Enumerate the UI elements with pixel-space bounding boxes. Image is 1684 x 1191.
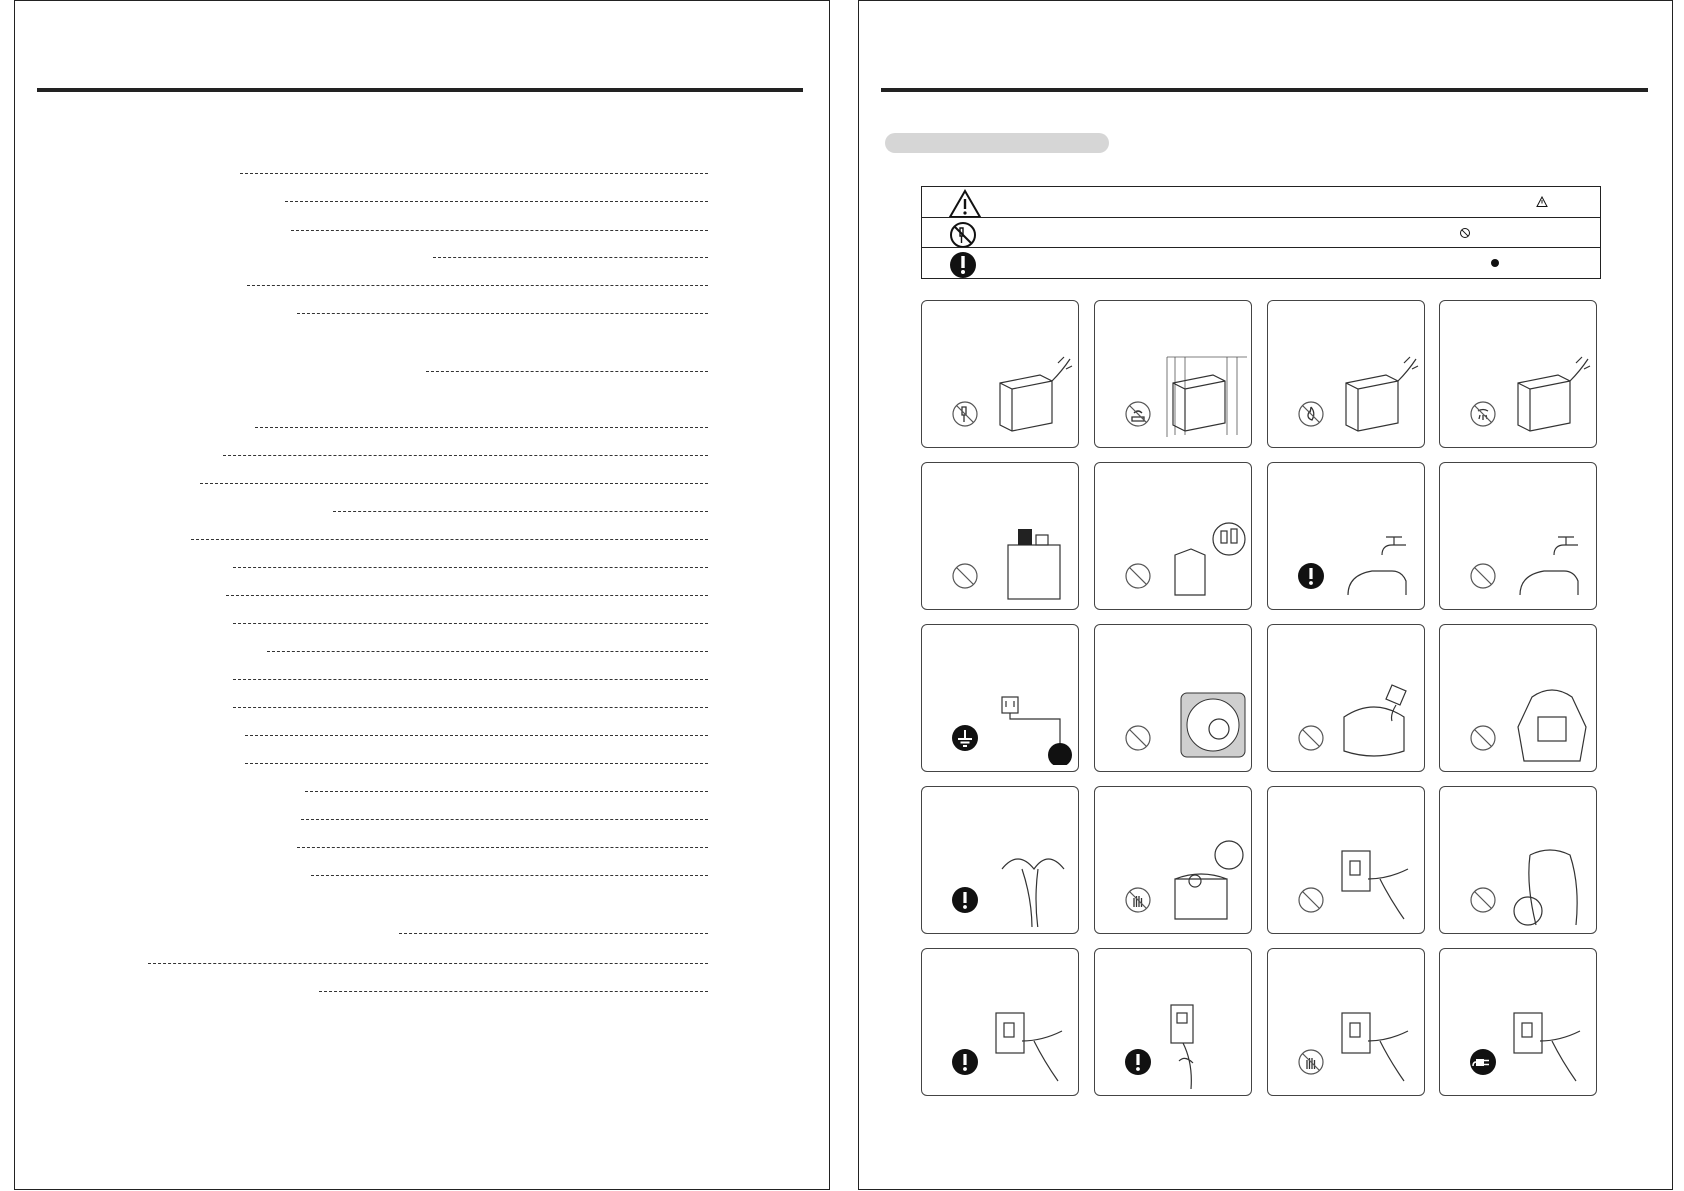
- no-touch-icon: [1123, 885, 1153, 915]
- pulling-cord-illustration: [1510, 839, 1594, 927]
- prohibition-icon: [1468, 561, 1498, 591]
- wet-hand-plug-illustration: [1338, 1001, 1422, 1089]
- toc-leader-line: [297, 313, 708, 314]
- mandatory-icon: [1123, 1047, 1153, 1077]
- small-filled-circle-icon: [1489, 257, 1501, 269]
- safety-card: [1439, 300, 1597, 448]
- toc-leader-line: [233, 707, 708, 708]
- toc-leader-line: [191, 539, 708, 540]
- toc-leader-line: [233, 623, 708, 624]
- toc-leader-line: [311, 875, 708, 876]
- damaged-plug-illustration: [1338, 839, 1422, 927]
- safety-card: [1439, 624, 1597, 772]
- no-wet-hands-icon: [1296, 1047, 1326, 1077]
- toc-leader-line: [233, 679, 708, 680]
- safety-card: [1094, 624, 1252, 772]
- safety-card: [1094, 300, 1252, 448]
- toc-leader-line: [267, 651, 708, 652]
- toc-leader-line: [333, 511, 708, 512]
- toc-leader-line: [285, 201, 708, 202]
- toc-leader-line: [223, 455, 708, 456]
- toc-leader-line: [245, 763, 708, 764]
- hands-checking-clothes-illustration: [992, 839, 1076, 927]
- prohibited-disassembly-icon: [948, 220, 978, 250]
- safety-card: [1094, 786, 1252, 934]
- toc-leader-line: [433, 257, 708, 258]
- washer-with-cord-illustration: [992, 353, 1076, 441]
- symbol-legend-table: [921, 186, 1601, 279]
- prohibition-icon: [1123, 723, 1153, 753]
- plug-insert-illustration: [992, 1001, 1076, 1089]
- no-fire-icon: [1296, 399, 1326, 429]
- toc-leader-line: [247, 285, 708, 286]
- safety-card: [1439, 462, 1597, 610]
- toc-leader-line: [426, 371, 708, 372]
- unplug-outlet-illustration: [1510, 1001, 1594, 1089]
- flammable-clothes-illustration: [1165, 515, 1249, 603]
- toc-leader-line: [291, 230, 708, 231]
- washer-with-sparks-illustration: [1338, 353, 1422, 441]
- small-triangle-icon: [1536, 196, 1548, 208]
- warning-triangle-icon: [948, 189, 982, 219]
- safety-card: [1267, 300, 1425, 448]
- safety-card: [921, 300, 1079, 448]
- water-faucet-illustration: [1338, 515, 1422, 603]
- waterproof-jacket-illustration: [1510, 677, 1594, 765]
- right-page: [858, 0, 1673, 1190]
- prohibition-icon: [1296, 885, 1326, 915]
- safety-card: [921, 462, 1079, 610]
- safety-card: [1267, 624, 1425, 772]
- toc-leader-line: [233, 567, 708, 568]
- objects-on-washer-illustration: [992, 515, 1076, 603]
- ground-outlet-illustration: [992, 677, 1076, 765]
- unplug-icon: [1468, 1047, 1498, 1077]
- section-title-highlight: [885, 133, 1109, 153]
- header-rule: [37, 88, 803, 92]
- washer-in-bathroom-illustration: [1165, 353, 1249, 441]
- safety-card: [1267, 948, 1425, 1096]
- toc-leader-line: [148, 963, 708, 964]
- toc-leader-line: [301, 819, 708, 820]
- prohibition-icon: [1296, 723, 1326, 753]
- toc-leader-line: [255, 427, 708, 428]
- safety-card: [921, 624, 1079, 772]
- safety-card: [1267, 462, 1425, 610]
- safety-card: [921, 948, 1079, 1096]
- no-water-spray-icon: [1468, 399, 1498, 429]
- toc-leader-line: [305, 791, 708, 792]
- legend-row-warning: [922, 187, 1600, 218]
- washer-spinning-illustration: [1165, 839, 1249, 927]
- legend-row-prohibited: [922, 217, 1600, 249]
- pouring-into-washer-illustration: [1338, 677, 1422, 765]
- toc-leader-line: [240, 173, 708, 174]
- safety-card: [1094, 948, 1252, 1096]
- header-rule: [881, 88, 1648, 92]
- toc-leader-line: [399, 933, 708, 934]
- toc-leader-line: [297, 847, 708, 848]
- prohibition-icon: [1468, 723, 1498, 753]
- mandatory-icon: [1296, 561, 1326, 591]
- prohibition-icon: [950, 561, 980, 591]
- mandatory-icon: [950, 885, 980, 915]
- toc-leader-line: [319, 991, 708, 992]
- safety-card: [1094, 462, 1252, 610]
- unplug-hand-illustration: [1165, 1001, 1249, 1089]
- prohibition-icon: [1468, 885, 1498, 915]
- safety-card: [1267, 786, 1425, 934]
- prohibition-icon: [1123, 561, 1153, 591]
- water-faucet-hot-illustration: [1510, 515, 1594, 603]
- toc-leader-line: [226, 595, 708, 596]
- left-page: [14, 0, 830, 1190]
- no-disassembly-icon: [950, 399, 980, 429]
- toc-leader-line: [245, 735, 708, 736]
- pet-in-tub-illustration: [1165, 677, 1249, 765]
- mandatory-exclamation-icon: [948, 250, 978, 280]
- safety-card: [1439, 948, 1597, 1096]
- ground-icon: [950, 723, 980, 753]
- safety-card: [1439, 786, 1597, 934]
- no-wet-location-icon: [1123, 399, 1153, 429]
- mandatory-icon: [950, 1047, 980, 1077]
- safety-card: [921, 786, 1079, 934]
- toc-leader-line: [200, 483, 708, 484]
- washer-with-hose-illustration: [1510, 353, 1594, 441]
- small-prohibition-icon: [1459, 227, 1471, 239]
- legend-row-mandatory: [922, 247, 1600, 279]
